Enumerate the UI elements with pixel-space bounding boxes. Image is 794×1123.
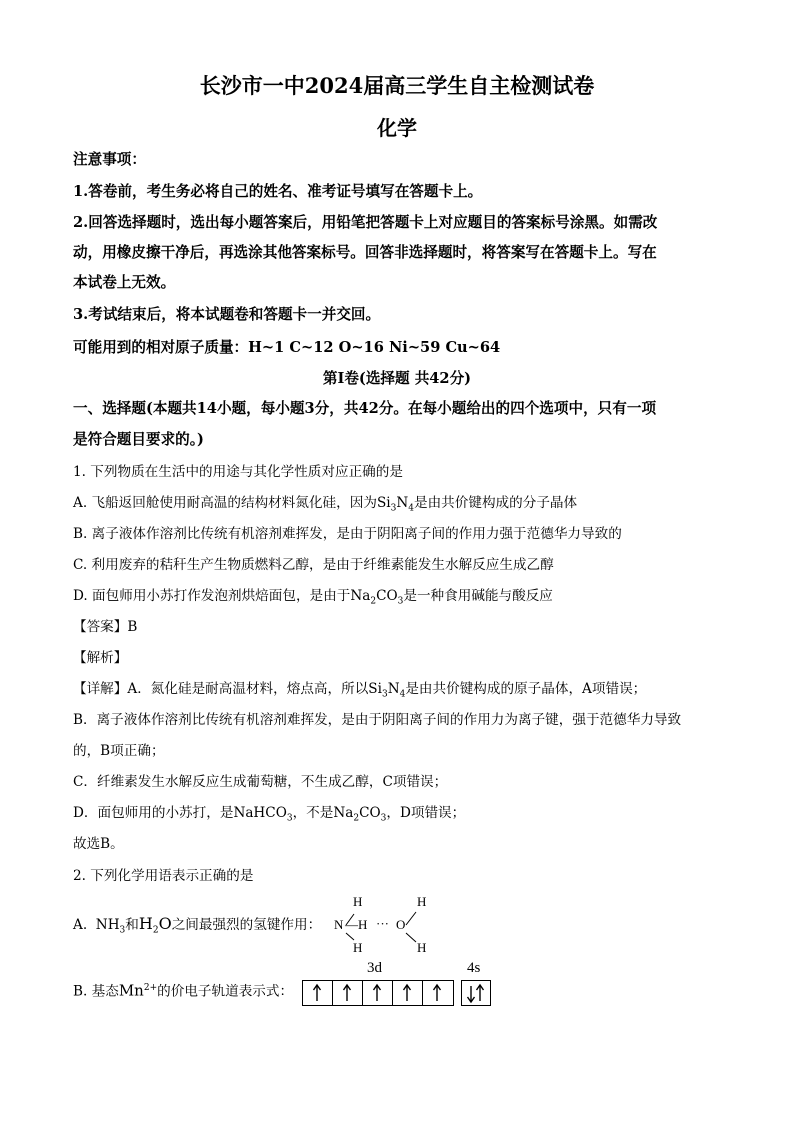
detail-formula-co-sub: 3	[380, 813, 387, 824]
orbital-3d-box	[302, 980, 454, 1006]
q1-option-b: B. 离子液体作溶剂比传统有机溶剂难挥发，是由于阴阳离子间的作用力强于范德华力导致的	[73, 526, 622, 542]
detail-line-a	[73, 679, 646, 705]
hb-o-h-bottom: H	[417, 940, 427, 955]
q2-option-b-tail: 的价电子轨道表示式：	[157, 983, 294, 1000]
detail-text: 【详解】A．氮化硅是耐高温材料，熔点高，所以	[73, 681, 369, 697]
note-2-line-2: 动，用橡皮擦干净后，再选涂其他答案标号。回答非选择题时，将答案写在答题卡上。写在	[73, 244, 657, 261]
q2-option-a-letter: A.	[73, 917, 88, 933]
detail-d-tail: ，D项错误；	[386, 805, 466, 821]
orbital-3d-arrow	[393, 981, 422, 1005]
detail-line-c: C．纤维素发生水解反应生成葡萄糖，不生成乙醇，C项错误；	[73, 774, 448, 790]
section-intro-line-2: 是符合题目要求的。)	[73, 431, 204, 448]
orbital-3d-cell	[423, 981, 453, 1005]
formula-na-sub: 2	[370, 596, 377, 607]
formula-co-sub: 3	[397, 596, 404, 607]
formula-h2o-h: H	[138, 914, 153, 933]
orbital-3d-cell	[363, 981, 393, 1005]
answer-label: 【答案】	[73, 619, 128, 635]
hb-dash-h: —H	[345, 917, 368, 932]
formula-nh: NH	[95, 917, 120, 933]
section-intro-line-1: 一、选择题(本题共14小题，每小题3分，共42分。在每小题给出的四个选项中，只有一项	[73, 400, 657, 417]
detail-d-text: D．面包师用的小苏打，是	[73, 805, 234, 821]
orbital-4s-arrow	[462, 981, 490, 1005]
detail-formula-co: CO	[359, 805, 381, 821]
q2-option-a-tail: 之间最强烈的氢键作用：	[171, 917, 322, 933]
orbital-4s-box	[461, 980, 491, 1006]
q1-option-d-tail: 是一种食用碱能与酸反应	[403, 588, 553, 604]
q2-stem: 2. 下列化学用语表示正确的是	[73, 868, 254, 884]
formula-n: N	[396, 495, 409, 511]
q2-option-b-text: B. 基态	[73, 983, 119, 1000]
q2-option-a	[73, 914, 321, 941]
orbital-3d-arrow	[363, 981, 392, 1005]
orbital-3d-cell	[333, 981, 363, 1005]
q1-option-a-tail: 是由共价键构成的分子晶体	[413, 495, 578, 511]
label-4s: 4s	[467, 960, 481, 976]
detail-line-d	[73, 803, 465, 829]
q1-option-c: C. 利用废弃的秸秆生产生物质燃料乙醇，是由于纤维素能发生水解反应生成乙醇	[73, 557, 554, 573]
formula-nahco: NaHCO	[233, 805, 287, 821]
hb-h-top: H	[353, 894, 363, 909]
hb-h-bottom: H	[353, 940, 363, 955]
detail-formula-n: N	[387, 681, 400, 697]
note-1: 1.答卷前，考生务必将自己的姓名、准考证号填写在答题卡上。	[73, 183, 483, 200]
detail-formula-si: Si	[368, 681, 382, 697]
label-3d: 3d	[367, 960, 382, 976]
formula-nahco-sub: 3	[286, 813, 293, 824]
analysis-label: 【解析】	[73, 650, 128, 666]
detail-formula-na: Na	[333, 805, 354, 821]
orbital-3d-cell	[393, 981, 423, 1005]
hb-o-h-top: H	[417, 894, 427, 909]
conclusion: 故选B。	[73, 836, 124, 852]
q1-stem: 1. 下列物质在生活中的用途与其化学性质对应正确的是	[73, 464, 403, 480]
formula-mn-sup: 2+	[143, 983, 158, 993]
detail-formula-n-sub: 4	[399, 689, 406, 700]
q1-option-d-text: D. 面包师用小苏打作发泡剂烘焙面包，是由于	[73, 588, 351, 604]
q1-option-d	[73, 586, 553, 612]
exam-title: 长沙市一中2024届高三学生自主检测试卷	[199, 73, 595, 98]
formula-co: CO	[376, 588, 398, 604]
orbital-4s-cell	[462, 981, 490, 1005]
orbital-3d-arrow	[333, 981, 362, 1005]
formula-nh-sub: 3	[119, 925, 126, 936]
note-2-line-1: 2.回答选择题时，选出每小题答案后，用铅笔把答题卡上对应题目的答案标号涂黑。如需改	[73, 214, 658, 231]
detail-formula-si-sub: 3	[381, 689, 388, 700]
detail-formula-na-sub: 2	[353, 813, 360, 824]
note-3: 3.考试结束后，将本试题卷和答题卡一并交回。	[73, 306, 381, 323]
q1-option-a	[73, 493, 577, 519]
formula-h2o-sub: 2	[152, 925, 159, 936]
orbital-3d-arrow	[423, 981, 453, 1005]
note-2-line-3: 本试卷上无效。	[73, 274, 176, 291]
hb-o: O	[396, 917, 406, 932]
formula-si-sub: 3	[390, 503, 397, 514]
subject-title: 化学	[377, 116, 417, 140]
detail-d-mid: ，不是	[292, 805, 334, 821]
detail-line-b-1: B．离子液体作溶剂比传统有机溶剂难挥发，是由于阴阳离子间的作用力为离子键，强于范德华力导致	[73, 712, 682, 728]
formula-n-sub: 4	[408, 503, 414, 514]
part-title: 第I卷(选择题 共42分)	[322, 370, 472, 387]
atomic-mass-line: 可能用到的相对原子质量：H~1 C~12 O~16 Ni~59 Cu~64	[73, 339, 501, 356]
hb-bonds	[330, 898, 440, 950]
formula-na: Na	[350, 588, 371, 604]
hb-dots: ···	[376, 916, 389, 931]
orbital-3d-cell	[303, 981, 333, 1005]
q1-answer	[73, 617, 137, 637]
hb-n: N	[334, 917, 344, 932]
q1-option-a-text: A. 飞船返回舱使用耐高温的结构材料氮化硅，因为	[73, 495, 377, 511]
detail-line-b-2: 的，B项正确；	[73, 743, 165, 759]
formula-mn: Mn	[118, 981, 144, 1000]
answer-value: B	[127, 619, 138, 635]
detail-tail: 是由共价键构成的原子晶体，A项错误；	[405, 681, 647, 697]
q2-a-and: 和	[125, 917, 139, 933]
formula-si: Si	[376, 495, 391, 511]
notes-heading: 注意事项：	[73, 151, 146, 168]
orbital-3d-arrow	[303, 981, 332, 1005]
q2-option-b	[73, 978, 293, 1002]
formula-h2o-o: O	[158, 914, 172, 933]
